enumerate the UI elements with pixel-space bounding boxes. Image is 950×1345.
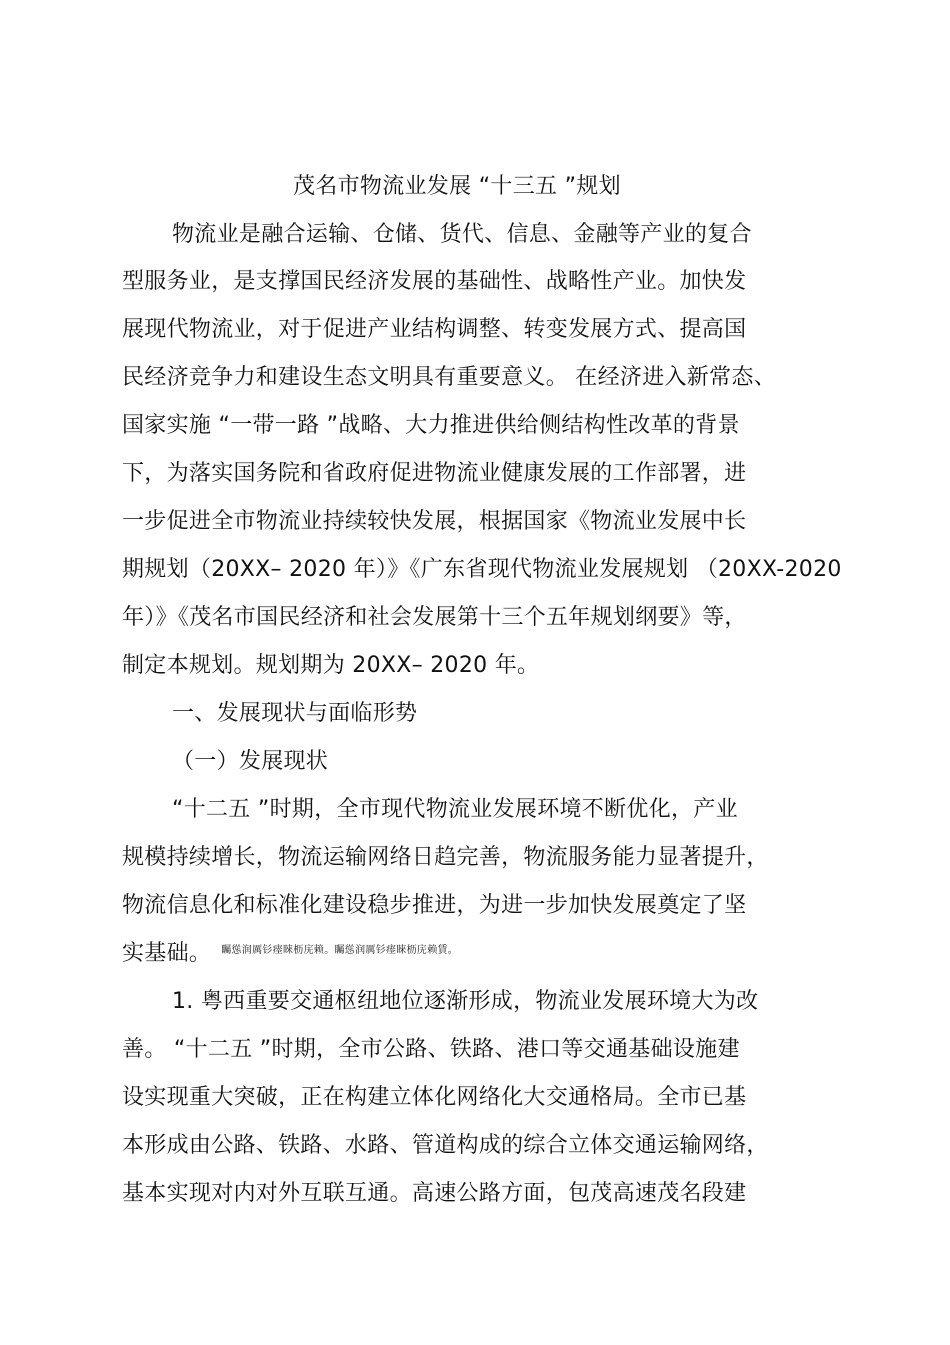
paragraph-line: 型服务业，是支撑国民经济发展的基础性、战略性产业。加快发 xyxy=(122,269,747,294)
paragraph-line: 物流信息化和标准化建设稳步推进，为进一步加快发展奠定了坚 xyxy=(122,893,747,918)
paragraph-line: 设实现重大突破，正在构建立体化网络化大交通格局。全市已基 xyxy=(122,1085,747,1110)
paragraph-line: 善。 “十二五 ”时期，全市公路、铁路、港口等交通基础设施建 xyxy=(122,1037,740,1062)
paragraph-line: 下，为落实国务院和省政府促进物流业健康发展的工作部署，进 xyxy=(122,461,747,486)
document-title: 茂名市物流业发展 “十三五 ”规划 xyxy=(293,174,621,199)
paragraph-line: 一步促进全市物流业持续较快发展，根据国家《物流业发展中长 xyxy=(122,509,747,534)
paragraph-line: “十二五 ”时期，全市现代物流业发展环境不断优化，产业 xyxy=(172,797,738,822)
paragraph-line: 期规划（20XX– 2020 年）》《广东省现代物流业发展规划 （20XX-2020 xyxy=(122,557,842,582)
paragraph-line: 1. 粤西重要交通枢纽地位逐渐形成，物流业发展环境大为改 xyxy=(172,989,759,1014)
paragraph-line xyxy=(122,939,458,969)
garbled-note: 矚慫润厲钐瘗睞枥庑赖。矚慫润厲钐瘗睞枥庑赖賃。 xyxy=(221,945,459,956)
section-heading: 一、发展现状与面临形势 xyxy=(172,701,418,726)
paragraph-line: 年）》《茂名市国民经济和社会发展第十三个五年规划纲要》等， xyxy=(122,605,747,630)
paragraph-line: 展现代物流业，对于促进产业结构调整、转变发展方式、提高国 xyxy=(122,317,747,342)
paragraph-line: 基本实现对内对外互联互通。高速公路方面，包茂高速茂名段建 xyxy=(122,1181,747,1206)
paragraph-line: 规模持续增长，物流运输网络日趋完善，物流服务能力显著提升， xyxy=(122,845,769,870)
paragraph-line: 民经济竞争力和建设生态文明具有重要意义。 在经济进入新常态、 xyxy=(122,365,776,390)
paragraph-line: 制定本规划。规划期为 20XX– 2020 年。 xyxy=(122,653,540,678)
paragraph-line: 国家实施 “一带一路 ”战略、大力推进供给侧结构性改革的背景 xyxy=(122,413,740,438)
paragraph-line: 物流业是融合运输、仓储、货代、信息、金融等产业的复合 xyxy=(172,222,752,247)
paragraph-line-text: 实基础。 xyxy=(122,941,212,966)
paragraph-line: 本形成由公路、铁路、水路、管道构成的综合立体交通运输网络， xyxy=(122,1133,769,1158)
subsection-heading: （一）发展现状 xyxy=(172,749,329,774)
